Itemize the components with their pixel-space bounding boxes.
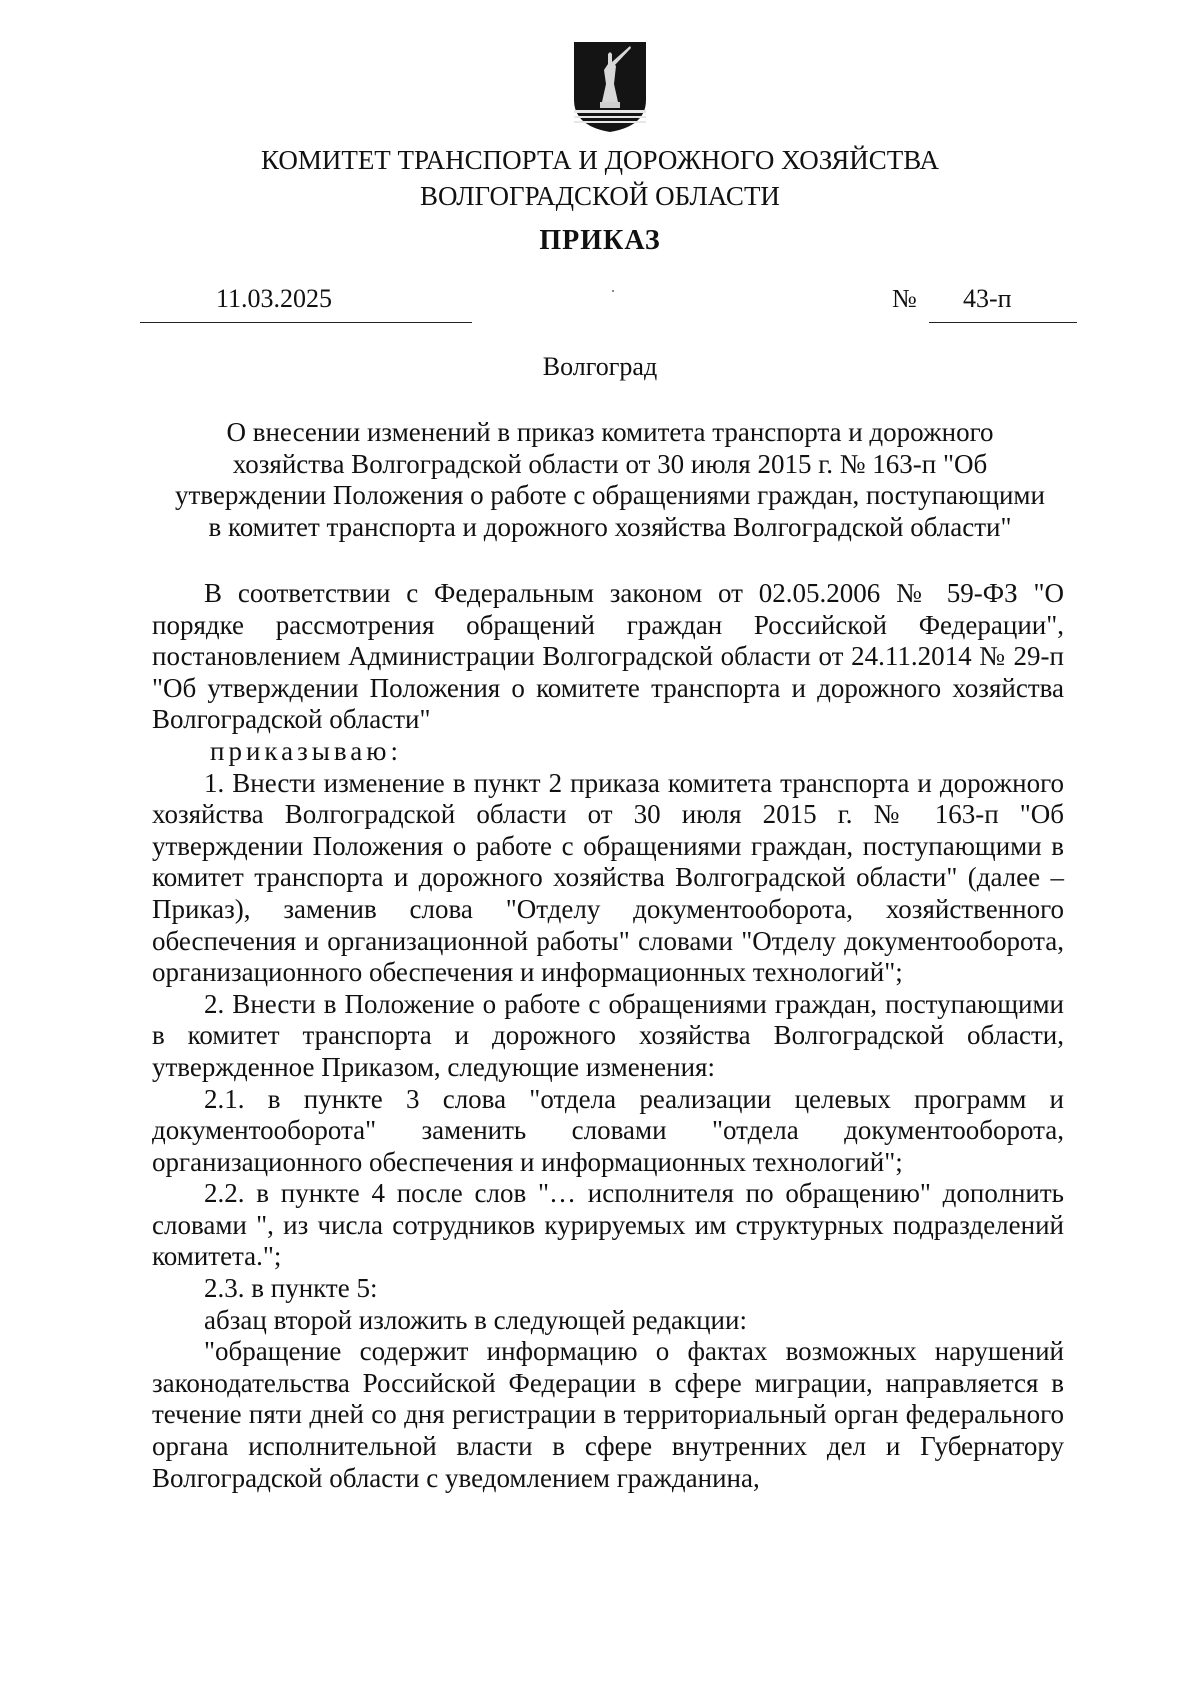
committee-name-line2: ВОЛГОГРАДСКОЙ ОБЛАСТИ — [420, 181, 780, 211]
order-number: 43-п — [963, 284, 1012, 313]
volgograd-coat-of-arms-icon — [572, 40, 648, 134]
city: Волгоград — [542, 352, 658, 381]
paragraph-intro: абзац второй изложить в следующей редакции: — [204, 1304, 747, 1335]
order-number-field — [929, 280, 1077, 323]
order-date: 11.03.2025 — [216, 284, 333, 313]
item-2-2: 2.2. в пункте 4 после слов "… исполнителя по обращению" дополнить словами ", из числа сотрудников курируемых им структурных подразделений комитета."; — [152, 1178, 1064, 1272]
committee-name-line1: КОМИТЕТ ТРАНСПОРТА И ДОРОЖНОГО ХОЗЯЙСТВА — [260, 145, 940, 175]
item-2: 2. Внести в Положение о работе с обращениями граждан, поступающими в комитет транспорта и дорожного хозяйства Волгоградской области, утвержденное Приказом, следующие изменения: — [152, 988, 1064, 1082]
number-sign: № — [892, 284, 917, 313]
order-subject — [150, 417, 1070, 543]
subject-line1: О внесении изменений в приказ комитета транспорта и дорожного — [226, 417, 994, 447]
subject-line4: в комитет транспорта и дорожного хозяйства Волгоградской области" — [208, 511, 1012, 542]
quoted-paragraph: "обращение содержит информацию о фактах возможных нарушений законодательства Российской Федерации в сфере миграции, направляется в течение пяти дней со дня регистрации в территориальный орган федерального органа исполнительной власти в сфере внутренних дел и Губернатору Волгоградской области с уведомлением гражданина, — [152, 1336, 1064, 1493]
order-date-field — [140, 280, 472, 323]
item-1: 1. Внести изменение в пункт 2 приказа комитета транспорта и дорожного хозяйства Волгоградской области от 30 июля 2015 г. № 163-п "Об утверждении Положения о работе с обращениями граждан, поступающими в комитет транспорта и дорожного хозяйства Волгоградской области" (далее – Приказ), заменив слова "Отделу документооборота, хозяйственного обеспечения и организационной работы" словами "Отделу документооборота, организационного обеспечения и информационных технологий"; — [152, 767, 1064, 988]
preamble: В соответствии с Федеральным законом от 02.05.2006 № 59-ФЗ "О порядке рассмотрения обращений граждан Российской Федерации", постановлением Администрации Волгоградской области от 24.11.2014 № 29-п "Об утверждении Положения о комитете транспорта и дорожного хозяйства Волгоградской области" — [152, 578, 1064, 735]
item-2-3: 2.3. в пункте 5: — [204, 1273, 378, 1304]
subject-line2: хозяйства Волгоградской области от 30 июля 2015 г. № 163-п "Об — [232, 448, 988, 479]
scan-speck — [612, 290, 614, 292]
order-title: ПРИКАЗ — [539, 225, 661, 256]
order-body — [152, 578, 1064, 1494]
item-2-1: 2.1. в пункте 3 слова "отдела реализации целевых программ и документооборота" заменить словами "отдела документооборота, организационного обеспечения и информационных технологий"; — [152, 1083, 1064, 1177]
subject-line3: утверждении Положения о работе с обращениями граждан, поступающими — [175, 480, 1045, 510]
committee-name — [0, 142, 1200, 214]
order-word: приказываю: — [210, 735, 402, 766]
